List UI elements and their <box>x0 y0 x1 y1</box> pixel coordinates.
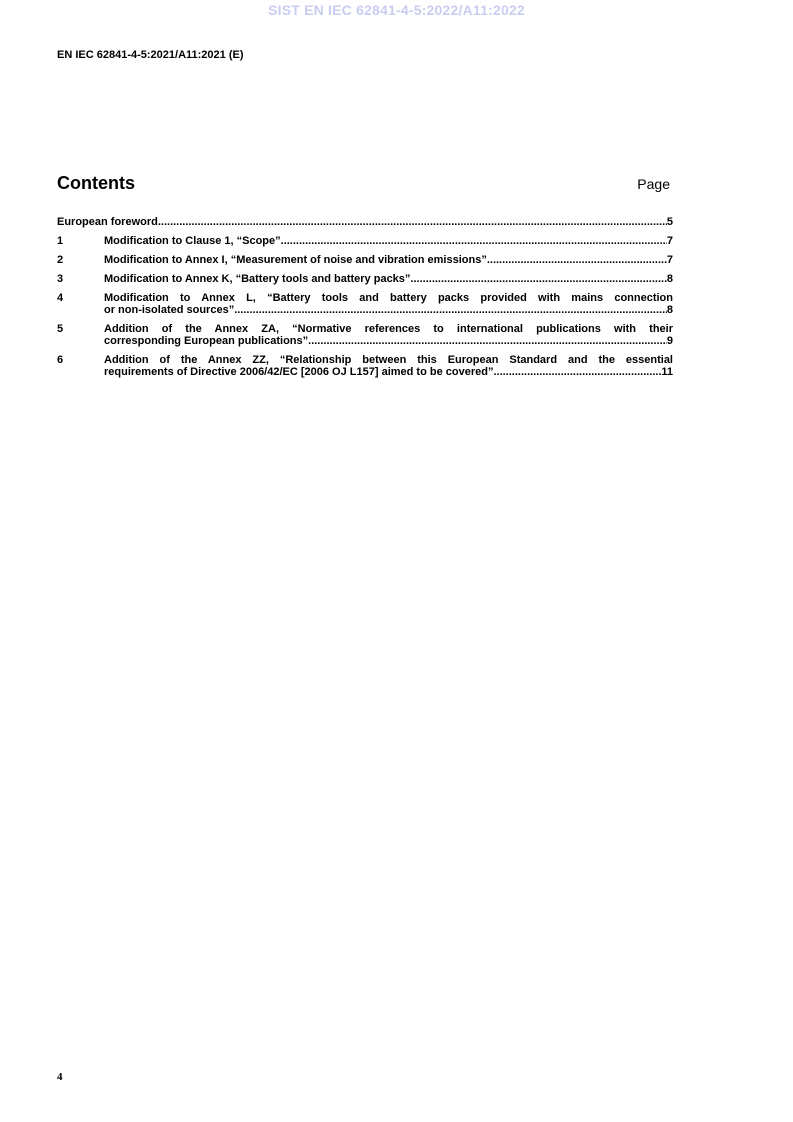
dot-leader <box>281 235 667 247</box>
toc-entry-number: 2 <box>57 254 64 266</box>
toc-entry-4[interactable] <box>57 292 673 316</box>
watermark: SIST EN IEC 62841-4-5:2022/A11:2022 <box>268 2 525 18</box>
contents-title: Contents <box>57 173 135 193</box>
toc-entry-2[interactable] <box>57 254 673 266</box>
table-of-contents <box>57 216 673 385</box>
toc-entry-title: Modification to Annex K, “Battery tools and battery packs” <box>104 273 411 285</box>
dot-leader <box>308 335 667 347</box>
dot-leader <box>487 254 667 266</box>
toc-entry-number: 3 <box>57 273 64 285</box>
page-column-heading: Page <box>637 176 670 192</box>
toc-entry-european-foreword[interactable] <box>57 216 673 228</box>
toc-entry-number: 6 <box>57 354 64 366</box>
document-identifier: EN IEC 62841-4-5:2021/A11:2021 (E) <box>57 49 244 61</box>
toc-entry-page: 8 <box>666 304 673 316</box>
toc-entry-number: 4 <box>57 292 64 304</box>
dot-leader <box>410 273 666 285</box>
toc-entry-5[interactable] <box>57 323 673 347</box>
dot-leader <box>234 304 667 316</box>
dot-leader <box>493 366 661 378</box>
toc-entry-number: 5 <box>57 323 64 335</box>
toc-entry-1[interactable] <box>57 235 673 247</box>
dot-leader <box>158 216 667 228</box>
toc-entry-page: 7 <box>666 254 673 266</box>
toc-entry-title-line2: requirements of Directive 2006/42/EC [2006 OJ L157] aimed to be covered” <box>104 366 494 378</box>
toc-entry-title-line2: or non-isolated sources” <box>104 304 235 316</box>
toc-entry-title: European foreword <box>57 216 158 228</box>
toc-entry-6[interactable] <box>57 354 673 378</box>
toc-entry-page: 8 <box>666 273 673 285</box>
toc-entry-number: 1 <box>57 235 64 247</box>
toc-entry-title: Modification to Annex I, “Measurement of noise and vibration emissions” <box>104 254 487 266</box>
toc-entry-page: 5 <box>666 216 673 228</box>
toc-entry-page: 9 <box>666 335 673 347</box>
toc-entry-page: 7 <box>666 235 673 247</box>
toc-entry-3[interactable] <box>57 273 673 285</box>
toc-entry-title-line1: Addition of the Annex ZA, “Normative references to international publications with their <box>104 323 673 335</box>
page-number: 4 <box>57 1071 63 1083</box>
toc-entry-title: Modification to Clause 1, “Scope” <box>104 235 281 247</box>
toc-entry-title-line1: Modification to Annex L, “Battery tools and battery packs provided with mains connection <box>104 292 673 304</box>
toc-entry-page: 11 <box>661 366 673 378</box>
toc-entry-title-line1: Addition of the Annex ZZ, “Relationship between this European Standard and the essential <box>104 354 673 366</box>
toc-entry-title-line2: corresponding European publications” <box>104 335 309 347</box>
